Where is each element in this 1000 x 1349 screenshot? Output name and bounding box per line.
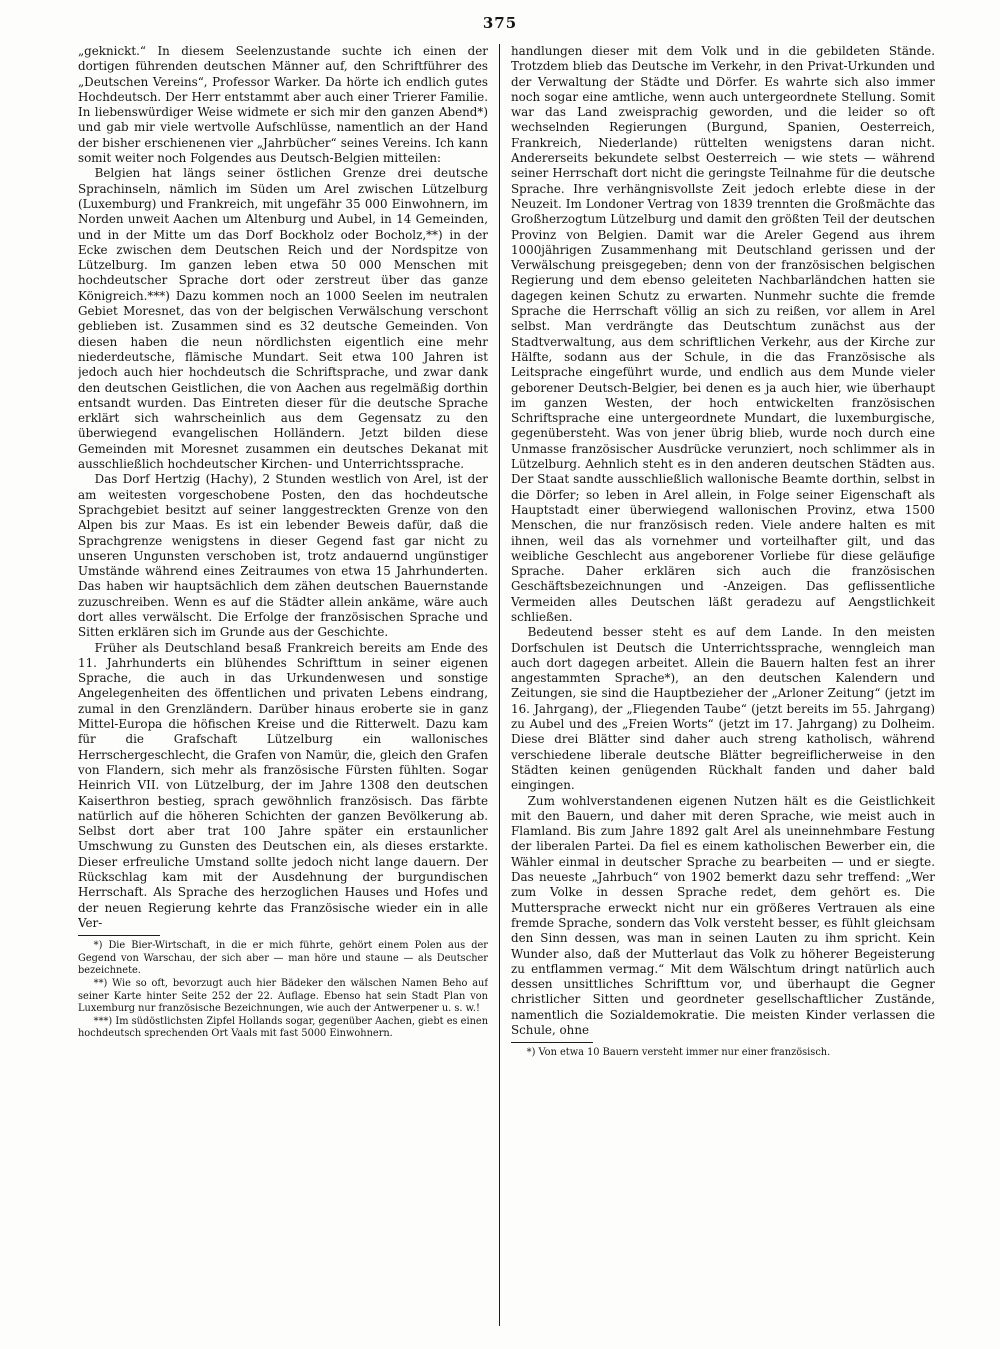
paragraph: „geknickt.“ In diesem Seelenzustande suchte ich einen der dortigen führenden deutschen Männer auf, den Schriftführer des „Deutschen Vereins“, Professor Warker. Da hörte ich endlich gutes Hochdeutsch. Der Herr entstammt aber auch einer Trierer Familie. In liebenswürdiger Weise widmete er sich mir den ganzen Abend*) und gab mir viele wertvolle Aufschlüsse, namentlich an der Hand der bisher erschienenen vier „Jahrbücher“ seines Vereins. Ich kann somit weiter noch Folgendes aus Deutsch-Belgien mitteilen:	[78, 44, 488, 166]
paragraph: Früher als Deutschland besaß Frankreich bereits am Ende des 11. Jahrhunderts ein blühendes Schrifttum in seiner eigenen Sprache, die auch in das Urkundenwesen und sonstige Angelegenheiten des öffentlichen und privaten Lebens eindrang, zumal in den Grenzländern. Darüber hinaus eroberte sie in ganz Mittel-Europa die höfischen Kreise und die Ritterwelt. Dazu kam für die Grafschaft Lützelburg ein wallonisches Herrschergeschlecht, die Grafen von Namür, die, gleich den Grafen von Flandern, sich mehr als französische Fürsten fühlten. Sogar Heinrich VII. von Lützelburg, der im Jahre 1308 den deutschen Kaiserthron bestieg, sprach gewöhnlich französisch. Das färbte natürlich auf die höheren Schichten der ganzen Bevölkerung ab. Selbst dort aber trat 100 Jahre später ein erstaunlicher Umschwung zu Gunsten des Deutschen ein, als dieses erstarkte. Dieser erfreuliche Umstand sollte jedoch nicht lange dauern. Der Rückschlag kam mit der Ausdehnung der burgundischen Herrschaft. Als Sprache des herzoglichen Hauses und Hofes und der neuen Regierung kehrte das Französische wieder ein in alle Ver-	[78, 640, 488, 930]
paragraph: Zum wohlverstandenen eigenen Nutzen hält es die Geistlichkeit mit den Bauern, und daher mit deren Sprache, wie meist auch in Flamland. Bis zum Jahre 1892 galt Arel als uneinnehmbare Festung der liberalen Partei. Da fiel es einem katholischen Bewerber ein, die Wähler einmal in deutscher Sprache zu bearbeiten — und er siegte. Das neueste „Jahrbuch“ von 1902 bemerkt dazu sehr treffend: „Wer zum Volke in dessen Sprache redet, dem gehört es. Die Muttersprache erweckt nicht nur ein größeres Vertrauen als eine fremde Sprache, sondern das Volk versteht besser, es fühlt gleichsam den Sinn dessen, was man in seinen Lauten zu ihm spricht. Kein Wunder also, daß der Mutterlaut das Volk zu höherer Begeisterung zu entflammen vermag.“ Mit dem Wälschtum dringt natürlich auch dessen unsittliches Schrifttum vor, und überhaupt die Gegner christlicher Sitten und geordneter gesellschaftlicher Zustände, namentlich die Sozialdemokratie. Die meisten Kinder verlassen die Schule, ohne	[511, 793, 935, 1037]
right-column	[511, 44, 935, 1334]
paragraph: handlungen dieser mit dem Volk und in die gebildeten Stände. Trotzdem blieb das Deutsche im Verkehr, in den Privat-Urkunden und der Verwaltung der Städte und Dörfer. Es wahrte sich also immer noch sogar eine amtliche, wenn auch untergeordnete Stellung. Somit war das Land zweisprachig geworden, und die leider so oft wechselnden Regierungen (Burgund, Spanien, Oesterreich, Frankreich, Niederlande) rüttelten wenigstens daran nicht. Andererseits bekundete selbst Oesterreich — wie stets — während seiner Herrschaft dort nicht die geringste Teilnahme für die deutsche Sprache. Ihre verhängnisvollste Zeit jedoch erlebte diese in der Neuzeit. Im Londoner Vertrag von 1839 trennten die Großmächte das Großherzogtum Lützelburg und damit den größten Teil der deutschen Provinz von Belgien. Damit war die Areler Gegend aus ihrem 1000jährigen Zusammenhang mit Deutschland gerissen und der Verwälschung preisgegeben; denn von der französischen belgischen Regierung und dem ebenso geleiteten Nachbarländchen hatten sie dagegen keinen Schutz zu erwarten. Nunmehr suchte die fremde Sprache die Herrschaft völlig an sich zu reißen, vor allem in Arel selbst. Man verdrängte das Deutschtum zunächst aus der Stadtverwaltung, aus dem schriftlichen Verkehr, aus der Kirche zur Hälfte, sodann aus der Schule, in die das Französische als Leitsprache eingeführt wurde, und endlich aus dem Munde vieler geborener Deutsch-Belgier, bei denen es ja auch hier, wie überhaupt im ganzen Westen, der hoch entwickelten französischen Schriftsprache eine untergeordnete Mundart, die luxemburgische, gegenübersteht. Was von jener übrig blieb, wurde noch durch eine Unmasse französischer Ausdrücke verunziert, noch schlimmer als in Lützelburg. Aehnlich steht es in den anderen deutschen Städten aus. Der Staat sandte ausschließlich wallonische Beamte dorthin, selbst in die Dörfer; so leben in Arel allein, in Folge seiner Eigenschaft als Hauptstadt einer überwiegend wallonischen Provinz, etwa 1500 Menschen, die nur französisch reden. Viele andere halten es mit ihnen, weil das als vornehmer und vorteilhafter gilt, und das weibliche Geschlecht aus angeborener Vorliebe für diese geläufige Sprache. Daher erklären sich auch die französischen Geschäftsbezeichnungen und -Anzeigen. Das geflissentliche Vermeiden alles Deutschen läßt geradezu auf Aengstlichkeit schließen.	[511, 44, 935, 624]
left-column	[78, 44, 488, 1334]
right-column-body	[511, 44, 935, 1038]
column-divider	[499, 44, 500, 1326]
left-column-body	[78, 44, 488, 931]
footnote: **) Wie so oft, bevorzugt auch hier Bädeker den wälschen Namen Beho auf seiner Karte hinter Seite 252 der 22. Auflage. Ebenso hat sein Stadt Plan von Luxemburg nur französische Bezeichnungen, wie auch der Antwerpener u. s. w.!	[78, 978, 488, 1015]
footnotes	[511, 1047, 935, 1060]
footnote-rule	[78, 935, 160, 936]
paragraph: Belgien hat längs seiner östlichen Grenze drei deutsche Sprachinseln, nämlich im Süden um Arel zwischen Lützelburg (Luxemburg) und Frankreich, mit ungefähr 35 000 Einwohnern, im Norden unweit Aachen um Altenburg und Aubel, in 14 Gemeinden, und in der Mitte um das Dorf Bockholz oder Bocholz,**) in der Ecke zwischen dem Deutschen Reich und der Nordspitze von Lützelburg. Im ganzen leben etwa 50 000 Menschen mit hochdeutscher Sprache dort oder zerstreut über das ganze Königreich.***) Dazu kommen noch an 1000 Seelen im neutralen Gebiet Moresnet, das von der belgischen Verwälschung verschont geblieben ist. Zusammen sind es 32 deutsche Gemeinden. Von diesen haben die neun nördlichsten eigentlich eine mehr niederdeutsche, flämische Mundart. Seit etwa 100 Jahren ist jedoch auch hier hochdeutsch die Schriftsprache, und zwar dank den deutschen Geistlichen, die von Aachen aus regelmäßig dorthin entsandt wurden. Das Eintreten dieser für die deutsche Sprache erklärt sich wahrscheinlich aus dem Gegensatz zu den überwiegend evangelischen Holländern. Jetzt bilden diese Gemeinden mit Moresnet zusammen ein deutsches Dekanat mit ausschließlich hochdeutscher Kirchen- und Unterrichtssprache.	[78, 166, 488, 472]
footnote: *) Die Bier-Wirtschaft, in die er mich führte, gehört einem Polen aus der Gegend von Warschau, der sich aber — man höre und staune — als Deutscher bezeichnete.	[78, 940, 488, 977]
footnote: ***) Im südöstlichsten Zipfel Hollands sogar, gegenüber Aachen, giebt es einen hochdeutsch sprechenden Ort Vaals mit fast 5000 Einwohnern.	[78, 1015, 488, 1040]
footnote: *) Von etwa 10 Bauern versteht immer nur einer französisch.	[526, 1047, 831, 1059]
paragraph: Das Dorf Hertzig (Hachy), 2 Stunden westlich von Arel, ist der am weitesten vorgeschobene Posten, den das hochdeutsche Sprachgebiet besitzt auf seiner langgestreckten Grenze von den Alpen bis zur Maas. Es ist ein lebender Beweis dafür, daß die Sprachgrenze wenigstens in dieser Gegend fast gar nicht zu unseren Ungunsten verschoben ist, trotz andauernd ungünstiger Umstände während eines Zeitraumes von etwa 15 Jahrhunderten. Das haben wir hauptsächlich dem zähen deutschen Bauernstande zuzuschreiben. Wenn es auf die Städter allein ankäme, wäre auch dort alles verwälscht. Die Erfolge der französischen Sprache und Sitten erklären sich im Grunde aus der Geschichte.	[78, 472, 488, 640]
paragraph: Bedeutend besser steht es auf dem Lande. In den meisten Dorfschulen ist Deutsch die Unterrichtssprache, wenngleich man auch dort dagegen arbeitet. Allein die Bauern halten fest an ihrer angestammten Sprache*), an den deutschen Kalendern und Zeitungen, sie sind die Hauptbezieher der „Arloner Zeitung“ (jetzt im 16. Jahrgang), der „Fliegenden Taube“ (jetzt bereits im 55. Jahrgang) zu Aubel und des „Freien Worts“ (jetzt im 17. Jahrgang) zu Dolheim. Diese drei Blätter sind daher auch streng katholisch, während verschiedene liberale deutsche Blätter begreiflicherweise in den Städten keinen genügenden Rückhalt fanden und daher bald eingingen.	[511, 625, 935, 793]
footnote-rule	[511, 1042, 593, 1043]
footnotes	[78, 940, 488, 1041]
page-number: 375	[482, 14, 518, 32]
